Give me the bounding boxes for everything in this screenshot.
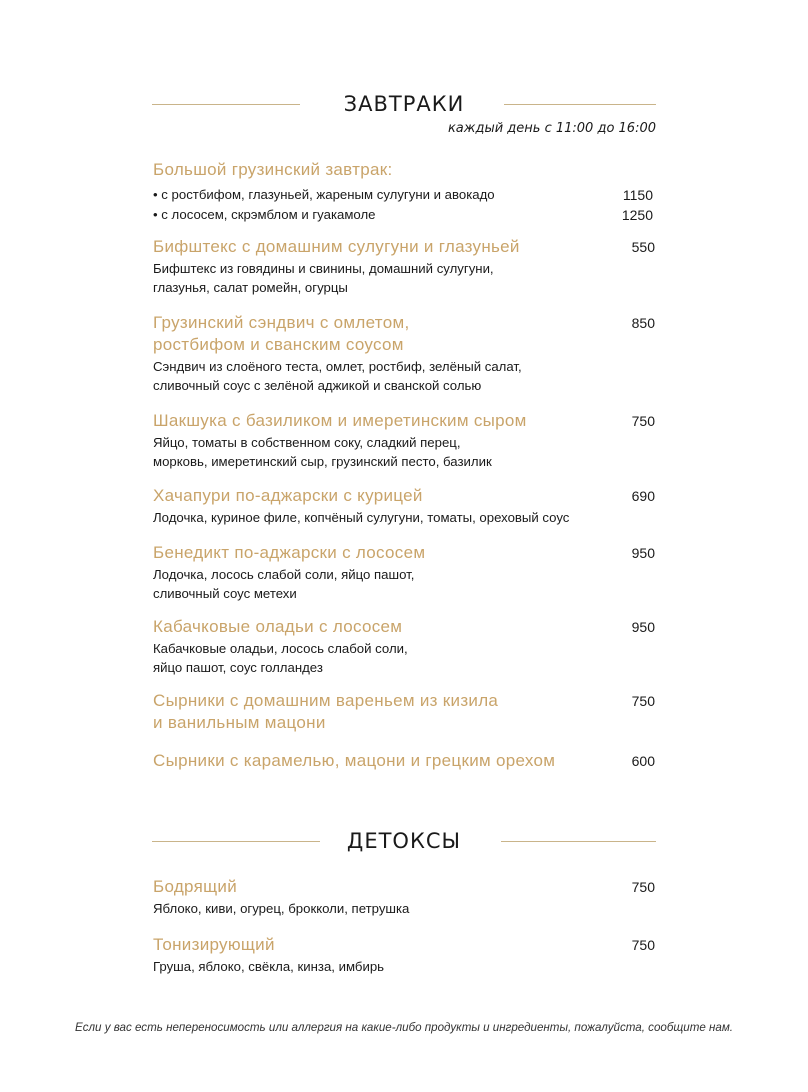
item-name: Большой грузинский завтрак: — [153, 160, 393, 179]
item-description — [153, 509, 655, 528]
menu-item — [153, 236, 655, 297]
item-name — [153, 485, 655, 507]
combo-option-label: • с ростбифом, глазуньей, жареным сулугуни и авокадо — [153, 187, 495, 202]
item-price: 950 — [631, 545, 655, 561]
item-name-line: и ванильным мацони — [153, 713, 326, 732]
item-description — [153, 358, 655, 395]
item-description — [153, 566, 655, 603]
item-description-line: сливочный соус с зелёной аджикой и сванской солью — [153, 377, 482, 393]
item-description — [153, 260, 655, 297]
item-name-line: Бифштекс с домашним сулугуни и глазуньей — [153, 237, 520, 256]
item-name — [153, 542, 655, 564]
breakfast-title: ЗАВТРАКИ — [343, 92, 465, 116]
breakfast-section-header — [152, 89, 656, 119]
item-description-line: Кабачковые оладьи, лосось слабой соли, — [153, 641, 408, 656]
item-description — [153, 640, 655, 677]
item-description-line: яйцо пашот, соус голландез — [153, 659, 323, 675]
item-name-line: Сырники с домашним вареньем из кизила — [153, 691, 499, 710]
item-name-line: Грузинский сэндвич с омлетом, — [153, 313, 410, 332]
menu-item — [153, 750, 655, 772]
menu-item — [153, 616, 655, 677]
item-name-line: Сырники с карамелью, мацони и грецким орехом — [153, 751, 556, 770]
item-price: 750 — [631, 937, 655, 953]
detox-section-header — [152, 826, 656, 856]
item-description-line: Лодочка, куриное филе, копчёный сулугуни, томаты, ореховый соус — [153, 510, 570, 525]
combo-option — [153, 205, 655, 225]
combo-option-label: • с лососем, скрэмблом и гуакамоле — [153, 207, 376, 222]
item-name — [153, 616, 655, 638]
item-name-line: Шакшука с базиликом и имеретинским сыром — [153, 411, 527, 430]
item-description-line: глазунья, салат ромейн, огурцы — [153, 279, 348, 295]
item-description-line: Сэндвич из слоёного теста, омлет, ростбиф, зелёный салат, — [153, 359, 522, 374]
breakfast-hours: каждый день с 11:00 до 16:00 — [447, 121, 656, 136]
combo-option-price: 1250 — [621, 207, 653, 223]
item-name — [153, 410, 655, 432]
item-price: 600 — [631, 753, 655, 769]
item-name-line: Хачапури по-аджарски с курицей — [153, 486, 423, 505]
menu-item — [153, 485, 655, 528]
item-description-line: Яблоко, киви, огурец, брокколи, петрушка — [153, 901, 410, 916]
item-price: 750 — [631, 879, 655, 895]
menu-item — [153, 312, 655, 395]
item-name — [153, 312, 655, 356]
item-description-line: морковь, имеретинский сыр, грузинский песто, базилик — [153, 453, 492, 469]
menu-item — [153, 876, 655, 919]
header-rule-right — [501, 841, 656, 842]
item-name-line: Бодрящий — [153, 877, 238, 896]
combo-option-price: 1150 — [622, 187, 653, 203]
item-price: 750 — [631, 693, 655, 709]
item-description-line: Лодочка, лосось слабой соли, яйцо пашот, — [153, 567, 415, 582]
item-description-line: сливочный соус метехи — [153, 585, 297, 601]
item-price: 950 — [631, 619, 655, 635]
item-description-line: Яйцо, томаты в собственном соку, сладкий перец, — [153, 435, 461, 450]
allergy-footnote: Если у вас есть непереносимость или аллергия на какие-либо продукты и ингредиенты, пожалуйста, сообщите нам. — [74, 1021, 734, 1034]
item-name — [153, 690, 655, 734]
item-name — [153, 876, 655, 898]
item-price: 550 — [631, 239, 655, 255]
detox-title: ДЕТОКСЫ — [346, 829, 462, 853]
menu-item-combo — [153, 159, 655, 225]
menu-item — [153, 690, 655, 734]
item-name-line: Кабачковые оладьи с лососем — [153, 617, 403, 636]
item-name-line: Тонизирующий — [153, 935, 275, 954]
item-price: 850 — [631, 315, 655, 331]
item-name-line: Бенедикт по-аджарски с лососем — [153, 543, 426, 562]
item-description-line: Груша, яблоко, свёкла, кинза, имбирь — [153, 959, 385, 974]
item-description — [153, 958, 655, 977]
header-rule-right — [504, 104, 656, 105]
menu-item — [153, 934, 655, 977]
item-name-line: ростбифом и сванским соусом — [153, 335, 404, 354]
item-name — [153, 750, 655, 772]
item-description — [153, 434, 655, 471]
menu-item — [153, 410, 655, 471]
item-price: 750 — [631, 413, 655, 429]
item-name — [153, 934, 655, 956]
item-description — [153, 900, 655, 919]
item-name — [153, 236, 655, 258]
item-price: 690 — [631, 488, 655, 504]
menu-item — [153, 542, 655, 603]
item-description-line: Бифштекс из говядины и свинины, домашний сулугуни, — [153, 261, 494, 276]
combo-option — [153, 185, 655, 205]
